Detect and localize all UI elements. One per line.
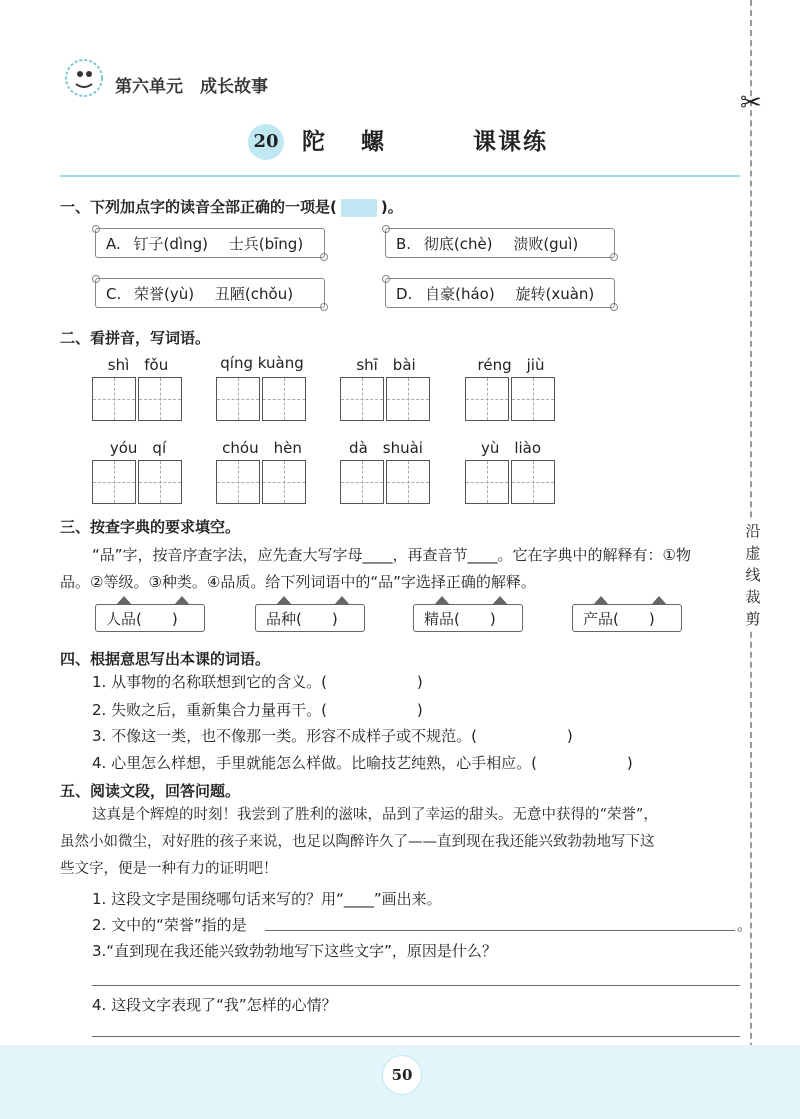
- pinyin-label: qíng kuàng: [220, 354, 304, 372]
- pinyin-label: réng jiù: [477, 356, 545, 374]
- writing-grid[interactable]: [511, 377, 555, 421]
- section5-q4: 4. 这段文字表现了“我”怎样的心情？: [92, 996, 337, 1014]
- pinyin-label: yóu qí: [109, 439, 167, 457]
- option-a[interactable]: A. 钉子(dìng) 士兵(bīng): [95, 228, 325, 258]
- word-tag-chanpin[interactable]: 产品( ): [572, 604, 682, 632]
- page-number: 50: [382, 1055, 422, 1095]
- passage-line1: 这真是个辉煌的时刻！我尝到了胜利的滋味，品到了幸运的甜头。无意中获得的“荣誉”，: [92, 807, 658, 823]
- lesson-title: 陀螺: [302, 128, 420, 155]
- section4-item-3[interactable]: 3. 不像这一类，也不像那一类。形容不成样子或不规范。( ): [92, 727, 573, 745]
- writing-grid[interactable]: [262, 460, 306, 504]
- section5-q1: 1. 这段文字是围绕哪句话来写的？用“____”画出来。: [92, 890, 442, 908]
- section3-text-line2: 品。②等级。③种类。④品质。给下列词语中的“品”字选择正确的解释。: [60, 573, 536, 591]
- section2-title: 二、看拼音，写词语。: [60, 329, 211, 347]
- option-b[interactable]: B. 彻底(chè) 溃败(guì): [385, 228, 615, 258]
- writing-grid[interactable]: [138, 460, 182, 504]
- writing-grid[interactable]: [262, 377, 306, 421]
- pinyin-label: shī bài: [356, 356, 416, 374]
- writing-grid[interactable]: [511, 460, 555, 504]
- writing-grid[interactable]: [386, 460, 430, 504]
- writing-grid[interactable]: [386, 377, 430, 421]
- section3-title: 三、按查字典的要求填空。: [60, 518, 241, 536]
- passage-line2: 虽然小如微尘，对好胜的孩子来说，也足以陶醉许久了——直到现在我还能兴致勃勃地写下这: [60, 834, 655, 850]
- pinyin-label: yù liào: [480, 439, 542, 457]
- answer-line[interactable]: [92, 1036, 740, 1037]
- writing-grid[interactable]: [216, 377, 260, 421]
- writing-grid[interactable]: [340, 377, 384, 421]
- section5-title: 五、阅读文段，回答问题。: [60, 782, 241, 800]
- section1-title: 一、下列加点字的读音全部正确的一项是( )。: [60, 198, 403, 216]
- answer-line[interactable]: [265, 930, 735, 931]
- writing-grid[interactable]: [216, 460, 260, 504]
- section4-item-1[interactable]: 1. 从事物的名称联想到它的含义。( ): [92, 673, 423, 691]
- word-tag-jingpin[interactable]: 精品( ): [413, 604, 523, 632]
- section3-text-line1: “品”字，按音序查字法，应先查大写字母____，再查音节____。它在字典中的解释有：①物: [92, 546, 691, 564]
- word-tag-renpin[interactable]: 人品( ): [95, 604, 205, 632]
- writing-grid[interactable]: [340, 460, 384, 504]
- answer-line[interactable]: [92, 985, 740, 986]
- pinyin-label: dà shuài: [349, 439, 423, 457]
- scissors-icon: ✂: [740, 88, 762, 118]
- answer-blank[interactable]: [341, 199, 377, 217]
- option-c[interactable]: C. 荣誉(yù) 丑陋(chǒu): [95, 278, 325, 308]
- writing-grid[interactable]: [92, 460, 136, 504]
- lesson-number: 20: [248, 124, 284, 160]
- writing-grid[interactable]: [138, 377, 182, 421]
- cut-note: 沿虚线裁剪: [742, 520, 764, 630]
- passage-line3: 些文字，便是一种有力的证明吧！: [60, 861, 278, 877]
- writing-grid[interactable]: [465, 460, 509, 504]
- section5-q2: 2. 文中的“荣誉”指的是: [92, 916, 247, 934]
- unit-title: 第六单元 成长故事: [115, 77, 268, 97]
- writing-grid[interactable]: [465, 377, 509, 421]
- writing-grid[interactable]: [92, 377, 136, 421]
- section4-item-2[interactable]: 2. 失败之后，重新集合力量再干。( ): [92, 701, 423, 719]
- lesson-subtitle: 课课练: [473, 128, 548, 155]
- unit-mascot-icon: [58, 52, 110, 104]
- section4-title: 四、根据意思写出本课的词语。: [60, 650, 271, 668]
- section4-item-4[interactable]: 4. 心里怎么样想，手里就能怎么样做。比喻技艺纯熟，心手相应。( ): [92, 754, 633, 772]
- word-tag-pinzhong[interactable]: 品种( ): [255, 604, 365, 632]
- pinyin-label: shì fǒu: [107, 356, 169, 374]
- option-d[interactable]: D. 自豪(háo) 旋转(xuàn): [385, 278, 615, 308]
- section5-q3: 3.“直到现在我还能兴致勃勃地写下这些文字”，原因是什么？: [92, 942, 497, 960]
- header-divider: [60, 175, 740, 177]
- pinyin-label: chóu hèn: [222, 439, 302, 457]
- q2-end: 。: [737, 916, 753, 934]
